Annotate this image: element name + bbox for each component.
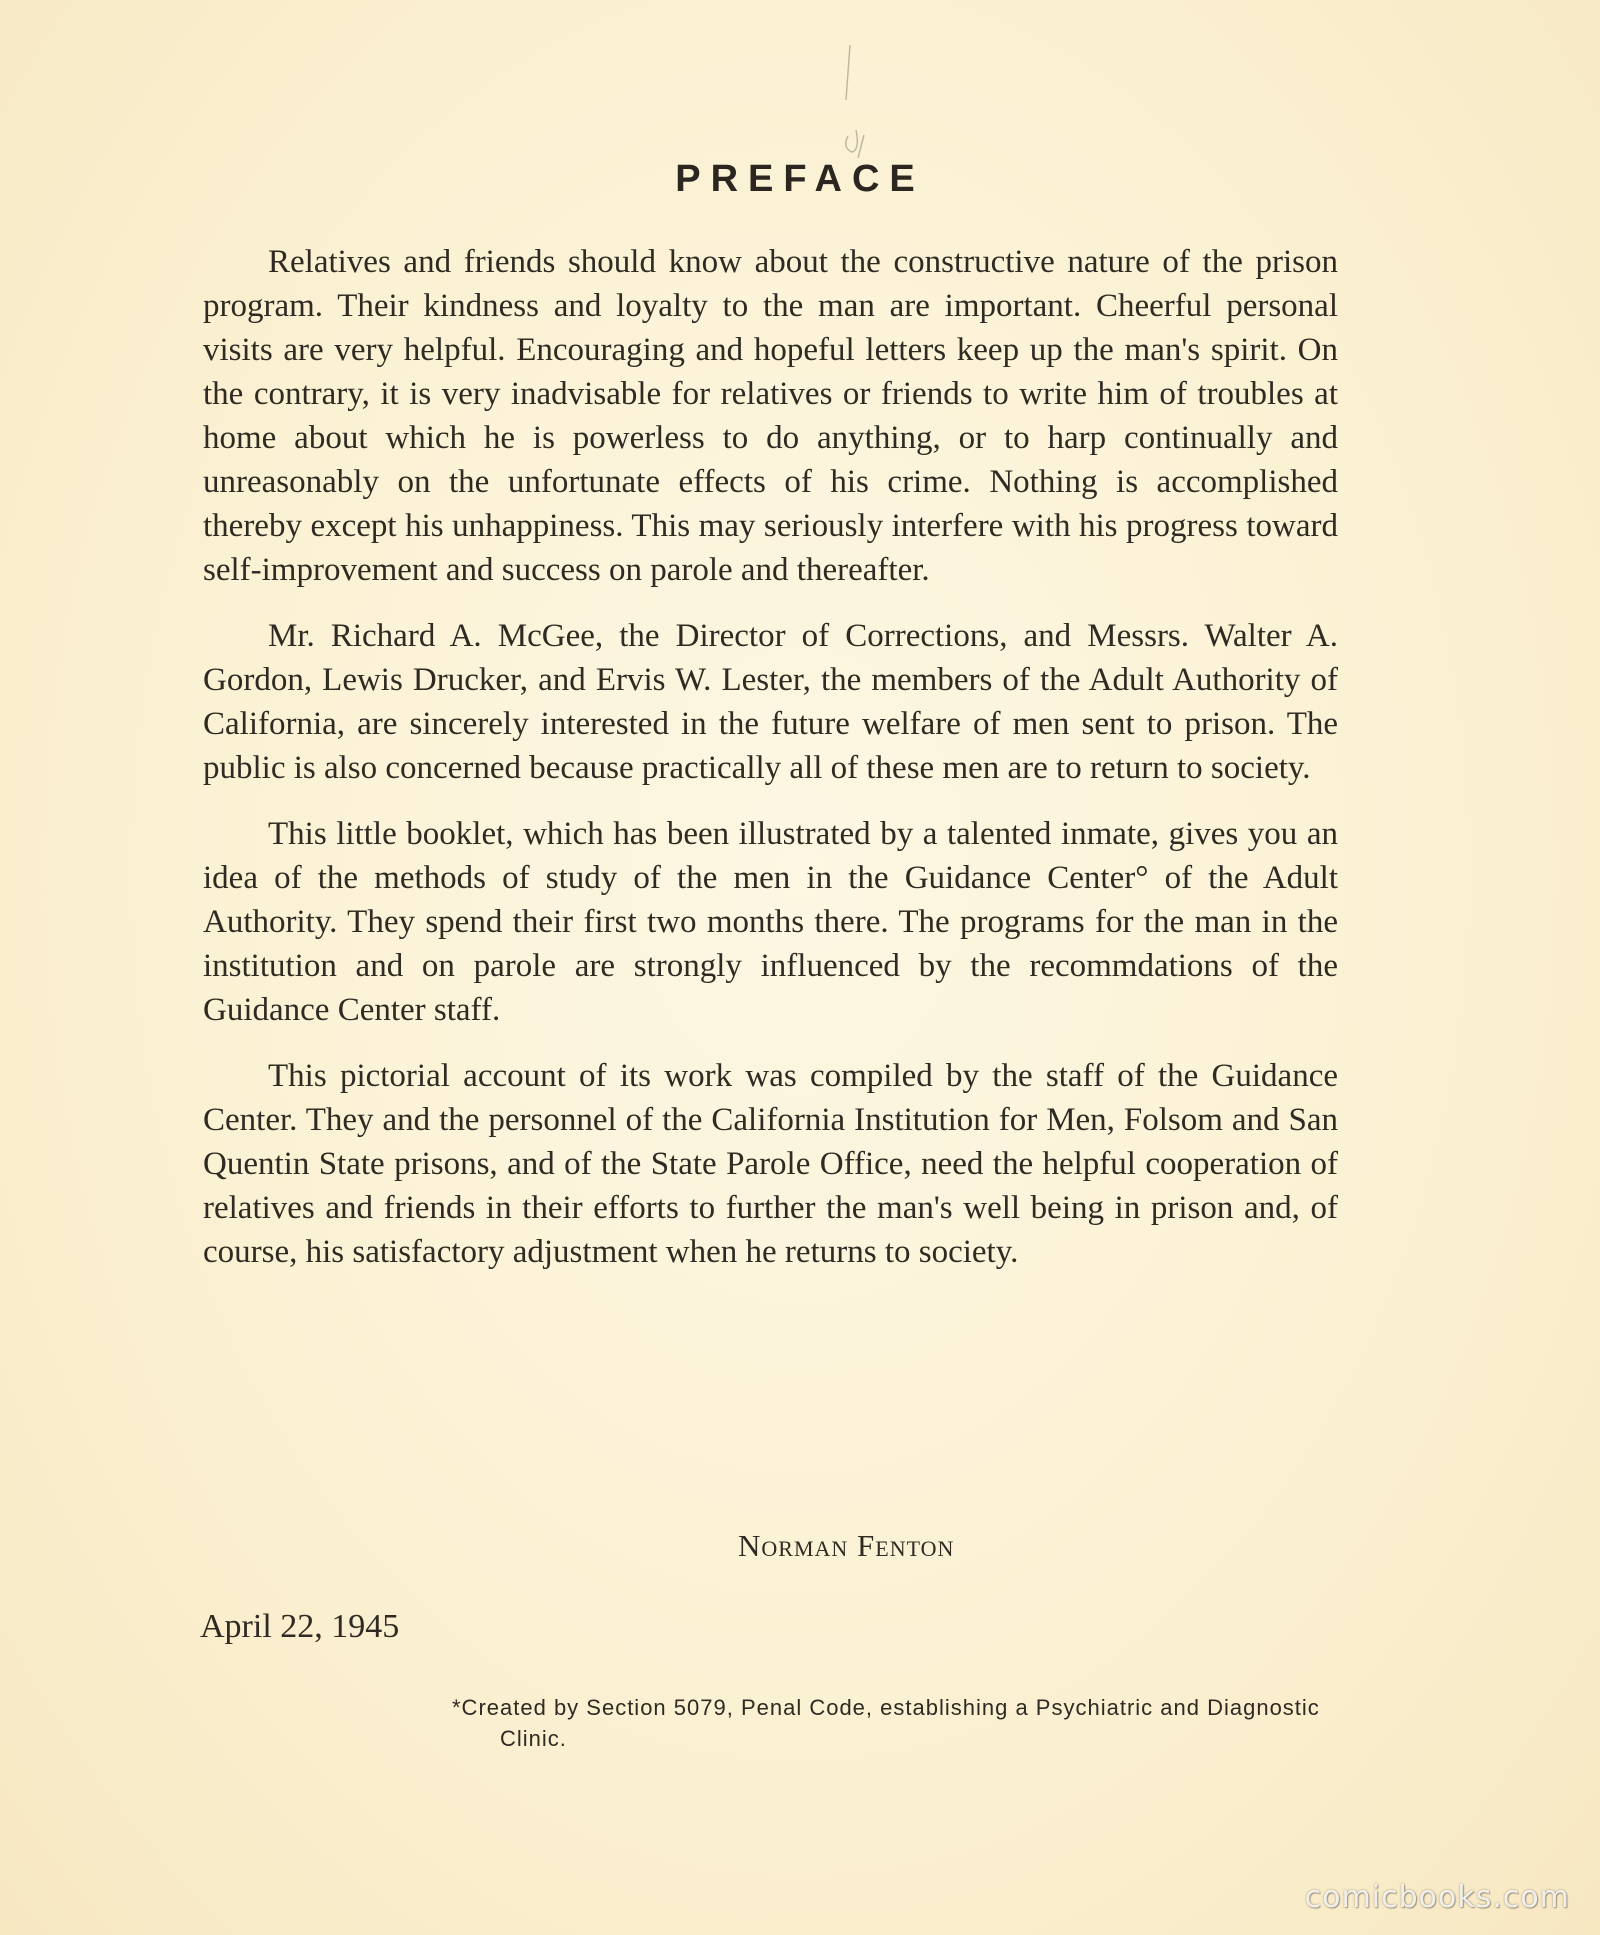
paragraph-2: Mr. Richard A. McGee, the Director of Corrections, and Messrs. Walter A. Gordon, Lewis Drucker, and Ervis W. Lester, the members of the Adult Authority of California, are sincerely interested in the future welfare of men sent to prison. The public is also concerned because practically all of these men are to return to society. <box>203 618 1338 786</box>
page-title: PREFACE <box>675 158 925 200</box>
signature: Norman Fenton <box>738 1528 955 1563</box>
pencil-mark-icon <box>820 40 880 160</box>
paragraph-4: This pictorial account of its work was compiled by the staff of the Guidance Center. They and the personnel of the California Institution for Men, Folsom and San Quentin State prisons, and of the State Parole Office, need the helpful cooperation of relatives and friends in their efforts to further the man's well being in prison and, of course, his satisfactory adjustment when he returns to society. <box>203 1058 1338 1270</box>
paragraph-1: Relatives and friends should know about the constructive nature of the prison program. Their kindness and loyalty to the man are important. Cheerful personal visits are very helpful. Encouraging and hopeful letters keep up the man's spirit. On the contrary, it is very inadvisable for relatives or friends to write him of troubles at home about which he is powerless to do anything, or to harp continually and unreasonably on the unfortunate effects of his crime. Nothing is accomplished thereby except his unhappiness. This may seriously interfere with his progress toward self-improvement and success on parole and thereafter. <box>203 244 1338 588</box>
preface-body <box>203 240 1338 1296</box>
paragraph-3: This little booklet, which has been illustrated by a talented inmate, gives you an idea of the methods of study of the men in the Guidance Center° of the Adult Authority. They spend their first two months there. The programs for the man in the institution and on parole are strongly influenced by the recommdations of the Guidance Center staff. <box>203 816 1338 1028</box>
watermark: comicbooks.com <box>1304 1880 1570 1915</box>
footnote: *Created by Section 5079, Penal Code, establishing a Psychiatric and Diagnostic Clinic. <box>452 1695 1320 1751</box>
date: April 22, 1945 <box>200 1608 400 1645</box>
